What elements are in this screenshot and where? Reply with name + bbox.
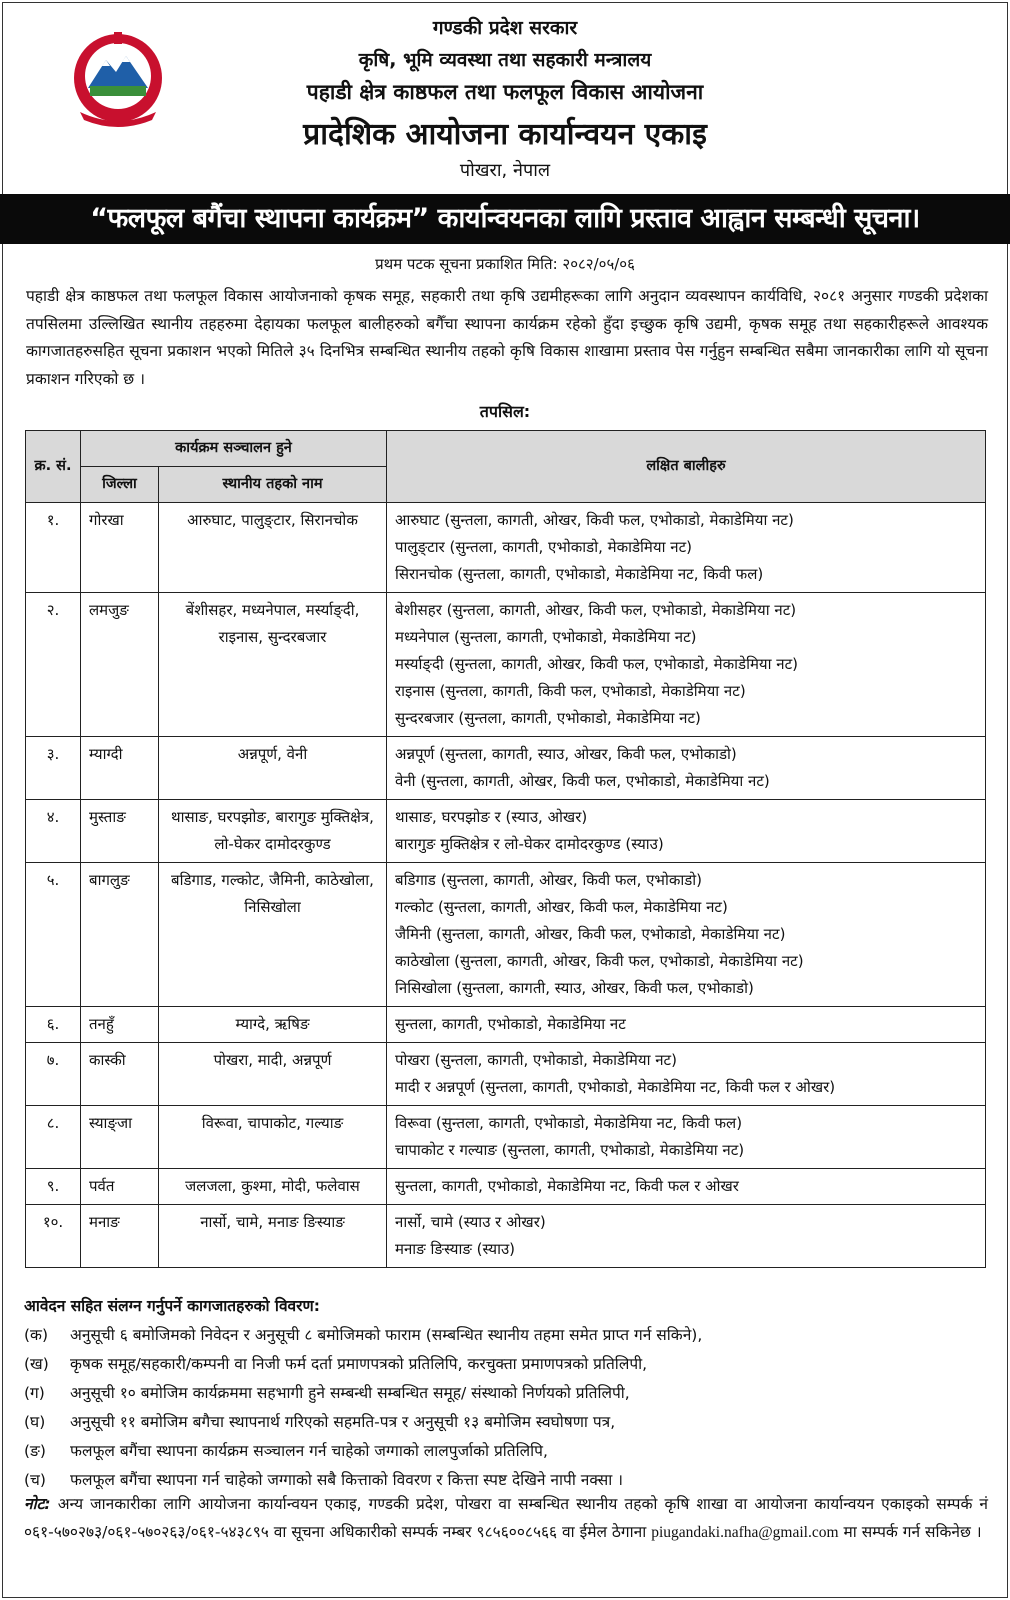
cell-serial: ९. bbox=[26, 1169, 81, 1205]
cell-local-level: म्याग्दे, ऋषिङ bbox=[159, 1007, 387, 1043]
documents-title: आवेदन सहित संलग्न गर्नुपर्ने कागजातहरुको विवरण: bbox=[24, 1297, 320, 1315]
publish-date: प्रथम पटक सूचना प्रकाशित मिति: २०८२/०५/०६ bbox=[375, 255, 635, 273]
cell-local-level: पोखरा, मादी, अन्नपूर्ण bbox=[159, 1043, 387, 1106]
cell-serial: ७. bbox=[26, 1043, 81, 1106]
cell-district: बागलुङ bbox=[81, 863, 159, 1007]
cell-crops bbox=[387, 1106, 986, 1169]
crop-line: मध्यनेपाल (सुन्तला, कागती, एभोकाडो, मेकाडेमिया नट) bbox=[395, 628, 697, 646]
cell-local-level: बडिगाड, गल्कोट, जैमिनी, काठेखोला, निसिखोला bbox=[159, 863, 387, 1007]
document-item bbox=[24, 1437, 994, 1466]
cell-crops bbox=[387, 800, 986, 863]
item-text: फलफूल बगैंचा स्थापना कार्यक्रम सञ्चालन गर्न चाहेको जग्गाको लालपुर्जाको प्रतिलिपि, bbox=[70, 1442, 548, 1460]
table-row bbox=[26, 1106, 986, 1169]
header-serial: क्र. सं. bbox=[26, 431, 81, 503]
item-key: (घ) bbox=[24, 1413, 46, 1431]
cell-crops bbox=[387, 1007, 986, 1043]
header-local-level: स्थानीय तहको नाम bbox=[159, 467, 387, 503]
document-item bbox=[24, 1408, 994, 1437]
document-item bbox=[24, 1321, 994, 1350]
cell-serial: ४. bbox=[26, 800, 81, 863]
crop-line: थासाङ, घरपझोङ र (स्याउ, ओखर) bbox=[395, 808, 588, 826]
header-province: गण्डकी प्रदेश सरकार bbox=[432, 17, 578, 39]
cell-local-level: जलजला, कुश्मा, मोदी, फलेवास bbox=[159, 1169, 387, 1205]
crop-line: आरुघाट (सुन्तला, कागती, ओखर, किवी फल, एभोकाडो, मेकाडेमिया नट) bbox=[395, 511, 794, 529]
header-ministry: कृषि, भूमि व्यवस्था तथा सहकारी मन्त्रालय bbox=[358, 49, 652, 71]
crop-line: मादी र अन्नपूर्ण (सुन्तला, कागती, एभोकाडो, मेकाडेमिया नट, किवी फल र ओखर) bbox=[395, 1078, 836, 1096]
cell-serial: २. bbox=[26, 593, 81, 737]
crop-line: बेशीसहर (सुन्तला, कागती, ओखर, किवी फल, एभोकाडो, मेकाडेमिया नट) bbox=[395, 601, 797, 619]
cell-district: कास्की bbox=[81, 1043, 159, 1106]
header-unit: प्रादेशिक आयोजना कार्यान्वयन एकाइ bbox=[303, 117, 707, 152]
cell-crops bbox=[387, 1043, 986, 1106]
crop-line: बारागुङ मुक्तिक्षेत्र र लो-घेकर दामोदरकुण्ड (स्याउ) bbox=[395, 835, 664, 853]
item-key: (ख) bbox=[24, 1355, 49, 1373]
crop-line: निसिखोला (सुन्तला, कागती, स्याउ, ओखर, किवी फल, एभोकाडो) bbox=[395, 979, 754, 997]
cell-district: तनहुँ bbox=[81, 1007, 159, 1043]
item-text: अनुसूची ६ बमोजिमको निवेदन र अनुसूची ८ बमोजिमको फाराम (सम्बन्धित स्थानीय तहमा समेत प्राप्त गर्न सकिने), bbox=[70, 1326, 703, 1344]
crop-line: राइनास (सुन्तला, कागती, किवी फल, एभोकाडो, मेकाडेमिया नट) bbox=[395, 682, 746, 700]
table-row bbox=[26, 863, 986, 1007]
cell-local-level: अन्नपूर्ण, वेनी bbox=[159, 737, 387, 800]
notice-title-banner: “फलफूल बगैंचा स्थापना कार्यक्रम” कार्यान्वयनका लागि प्रस्ताव आह्वान सम्बन्धी सूचना। bbox=[0, 194, 1010, 244]
item-key: (ग) bbox=[24, 1384, 45, 1402]
note-text: अन्य जानकारीका लागि आयोजना कार्यान्वयन एकाइ, गण्डकी प्रदेश, पोखरा वा सम्बन्धित स्थानीय तहको कृषि शाखा वा आयोजना कार्यान्वयन एकाइको सम्पर्क नं ०६१-५७०२७३/०६१-५७०२६३/०६१-५४३८९५ वा सूचना अधिकारीको सम्पर्क नम्बर ९८५६००८५६६ वा ईमेल ठेगाना bbox=[24, 1495, 988, 1541]
crop-line: अन्नपूर्ण (सुन्तला, कागती, स्याउ, ओखर, किवी फल, एभोकाडो) bbox=[395, 745, 737, 763]
crop-line: वेनी (सुन्तला, कागती, ओखर, किवी फल, एभोकाडो, मेकाडेमिया नट) bbox=[395, 772, 770, 790]
cell-crops bbox=[387, 503, 986, 593]
crop-line: गल्कोट (सुन्तला, कागती, ओखर, किवी फल, मेकाडेमिया नट) bbox=[395, 898, 728, 916]
cell-local-level: नार्सो, चामे, मनाङ ङिस्याङ bbox=[159, 1205, 387, 1268]
item-key: (क) bbox=[24, 1326, 48, 1344]
header-location: पोखरा, नेपाल bbox=[459, 160, 551, 181]
cell-district: लमजुङ bbox=[81, 593, 159, 737]
crop-line: जैमिनी (सुन्तला, कागती, ओखर, किवी फल, एभोकाडो, मेकाडेमिया नट) bbox=[395, 925, 786, 943]
cell-serial: ८. bbox=[26, 1106, 81, 1169]
cell-district: गोरखा bbox=[81, 503, 159, 593]
crop-line: सिरानचोक (सुन्तला, कागती, एभोकाडो, मेकाडेमिया नट, किवी फल) bbox=[395, 565, 764, 583]
cell-district: मनाङ bbox=[81, 1205, 159, 1268]
schedule-heading: तपसिल: bbox=[479, 402, 531, 421]
table-row bbox=[26, 1043, 986, 1106]
cell-district: मुस्ताङ bbox=[81, 800, 159, 863]
document-item bbox=[24, 1379, 994, 1408]
cell-local-level: बेंशीसहर, मध्यनेपाल, मर्स्याङ्दी, राइनास, सुन्दरबजार bbox=[159, 593, 387, 737]
crop-line: बडिगाड (सुन्तला, कागती, ओखर, किवी फल, एभोकाडो) bbox=[395, 871, 703, 889]
item-text: अनुसूची ११ बमोजिम बगैचा स्थापनार्थ गरिएको सहमति-पत्र र अनुसूची १३ बमोजिम स्वघोषणा पत्र, bbox=[70, 1413, 616, 1431]
table-row bbox=[26, 1205, 986, 1268]
table-row bbox=[26, 800, 986, 863]
crop-line: नार्सो, चामे (स्याउ र ओखर) bbox=[395, 1213, 546, 1231]
cell-district: पर्वत bbox=[81, 1169, 159, 1205]
crop-line: सुन्दरबजार (सुन्तला, कागती, एभोकाडो, मेकाडेमिया नट) bbox=[395, 709, 701, 727]
item-key: (ङ) bbox=[24, 1442, 46, 1460]
cell-serial: ५. bbox=[26, 863, 81, 1007]
crop-line: चापाकोट र गल्याङ (सुन्तला, कागती, एभोकाडो, मेकाडेमिया नट) bbox=[395, 1141, 745, 1159]
cell-serial: ३. bbox=[26, 737, 81, 800]
cell-serial: १०. bbox=[26, 1205, 81, 1268]
required-documents bbox=[24, 1292, 994, 1495]
header-crops: लक्षित बालीहरु bbox=[387, 431, 986, 503]
cell-crops bbox=[387, 1169, 986, 1205]
crop-line: पालुङ्टार (सुन्तला, कागती, एभोकाडो, मेकाडेमिया नट) bbox=[395, 538, 692, 556]
crop-line: सुन्तला, कागती, एभोकाडो, मेकाडेमिया नट bbox=[395, 1015, 626, 1033]
table-row bbox=[26, 1169, 986, 1205]
program-table bbox=[25, 430, 986, 1268]
item-text: फलफूल बगैंचा स्थापना गर्न चाहेको जग्गाको सबै कित्ताको विवरण र कित्ता स्पष्ट देखिने नापी नक्सा । bbox=[70, 1471, 624, 1489]
crop-line: सुन्तला, कागती, एभोकाडो, मेकाडेमिया नट, किवी फल र ओखर bbox=[395, 1177, 739, 1195]
item-key: (च) bbox=[24, 1471, 46, 1489]
note-tail: मा सम्पर्क गर्न सकिनेछ । bbox=[843, 1523, 982, 1541]
table-row bbox=[26, 593, 986, 737]
cell-crops bbox=[387, 737, 986, 800]
header-district: जिल्ला bbox=[81, 467, 159, 503]
cell-crops bbox=[387, 863, 986, 1007]
table-row bbox=[26, 1007, 986, 1043]
cell-local-level: विरूवा, चापाकोट, गल्याङ bbox=[159, 1106, 387, 1169]
cell-serial: ६. bbox=[26, 1007, 81, 1043]
cell-serial: १. bbox=[26, 503, 81, 593]
intro-paragraph: पहाडी क्षेत्र काष्ठफल तथा फलफूल विकास आयोजनाको कृषक समूह, सहकारी तथा कृषि उद्यमीहरूका लागि अनुदान व्यवस्थापन कार्यविधि, २०८१ अनुसार गण्डकी प्रदेशका तपसिलमा उल्लिखित स्थानीय तहहरुमा देहायका फलफूल बालीहरुको बगैँचा स्थापना कार्यक्रम रहेको हुँदा इच्छुक कृषि उद्यमी, कृषक समूह तथा सहकारीहरूले आवश्यक कागजातहरुसहित सूचना प्रकाशन भएको मितिले ३५ दिनभित्र सम्बन्धित स्थानीय तहको कृषि विकास शाखामा प्रस्ताव पेस गर्नुहुन सम्बन्धित सबैमा जानकारीका लागि यो सूचना प्रकाशन गरिएको छ । bbox=[26, 287, 988, 388]
cell-district: म्याग्दी bbox=[81, 737, 159, 800]
item-text: अनुसूची १० बमोजिम कार्यक्रममा सहभागी हुने सम्बन्धी सम्बन्धित समूह/ संस्थाको निर्णयको प्रतिलिपी, bbox=[70, 1384, 630, 1402]
header-program: कार्यक्रम सञ्चालन हुने bbox=[81, 431, 387, 467]
cell-crops bbox=[387, 593, 986, 737]
cell-crops bbox=[387, 1205, 986, 1268]
table-row bbox=[26, 503, 986, 593]
note bbox=[24, 1490, 988, 1547]
crop-line: मर्स्याङ्दी (सुन्तला, कागती, ओखर, किवी फल, एभोकाडो, मेकाडेमिया नट) bbox=[395, 655, 799, 673]
header-project: पहाडी क्षेत्र काष्ठफल तथा फलफूल विकास आयोजना bbox=[306, 80, 704, 104]
contact-email[interactable]: piugandaki.nafha@gmail.com bbox=[651, 1524, 839, 1541]
note-label: नोट: bbox=[24, 1495, 51, 1513]
crop-line: विरूवा (सुन्तला, कागती, एभोकाडो, मेकाडेमिया नट, किवी फल) bbox=[395, 1114, 743, 1132]
crop-line: मनाङ ङिस्याङ (स्याउ) bbox=[395, 1240, 516, 1258]
cell-local-level: थासाङ, घरपझोङ, बारागुङ मुक्तिक्षेत्र, लो-घेकर दामोदरकुण्ड bbox=[159, 800, 387, 863]
item-text: कृषक समूह/सहकारी/कम्पनी वा निजी फर्म दर्ता प्रमाणपत्रको प्रतिलिपि, करचुक्ता प्रमाणपत्रको प्रतिलिपी, bbox=[70, 1355, 648, 1373]
table-row bbox=[26, 737, 986, 800]
crop-line: पोखरा (सुन्तला, कागती, एभोकाडो, मेकाडेमिया नट) bbox=[395, 1051, 677, 1069]
crop-line: काठेखोला (सुन्तला, कागती, ओखर, किवी फल, एभोकाडो, मेकाडेमिया नट) bbox=[395, 952, 804, 970]
document-item bbox=[24, 1350, 994, 1379]
cell-local-level: आरुघाट, पालुङ्टार, सिरानचोक bbox=[159, 503, 387, 593]
cell-district: स्याङ्जा bbox=[81, 1106, 159, 1169]
